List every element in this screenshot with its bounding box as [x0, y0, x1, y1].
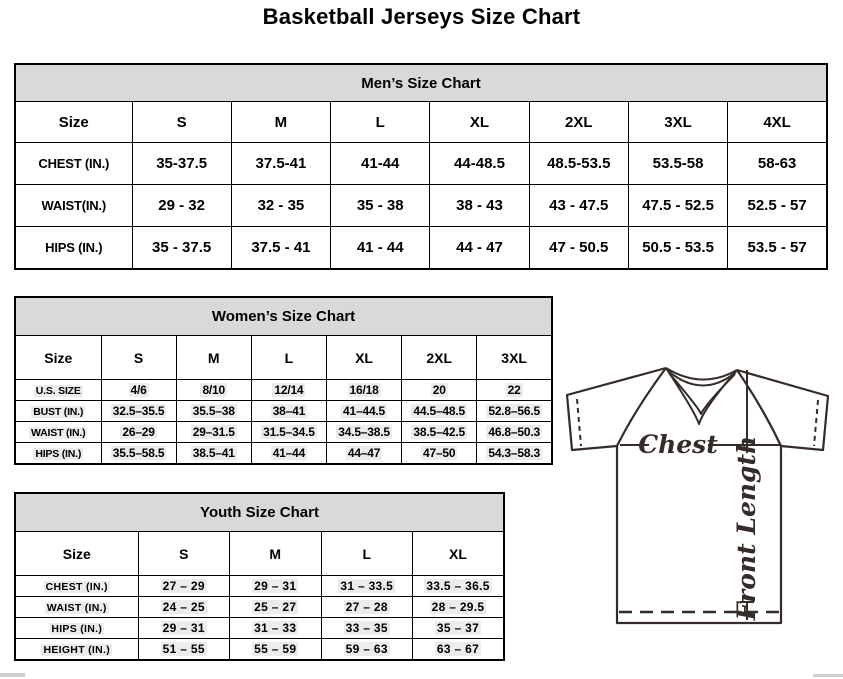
men-cell-value: 37.5 - 41: [251, 239, 311, 256]
youth-cell-value: 33.5 – 36.5: [426, 579, 490, 593]
men-table-row: [15, 227, 827, 270]
men-cell-value: 58-63: [757, 155, 797, 172]
women-row-label: BUST (IN.): [33, 406, 84, 418]
men-cell-value: 48.5-53.5: [547, 155, 611, 172]
women-cell-value: 46.8–50.3: [488, 425, 540, 439]
youth-cell-value: 28 – 29.5: [431, 600, 485, 614]
youth-cell-value: 33 – 35: [345, 621, 388, 635]
youth-cell-value: 51 – 55: [162, 642, 205, 656]
jersey-cuff-stitch-right: [814, 400, 818, 446]
youth-table-row: [15, 597, 504, 618]
page-title: Basketball Jerseys Size Chart: [262, 4, 581, 29]
men-table-row: [15, 143, 827, 185]
women-row-label: WAIST (IN.): [31, 427, 86, 439]
women-col-header: XL: [326, 336, 401, 380]
youth-section-title: Youth Size Chart: [15, 493, 504, 532]
women-table-row: [15, 401, 552, 422]
men-col-header: XL: [430, 102, 529, 143]
men-col-header: 3XL: [628, 102, 727, 143]
jersey-vneck-collar: [666, 368, 737, 424]
women-cell-value: 26–29: [122, 425, 155, 439]
women-cell-value: 22: [507, 383, 521, 397]
youth-row-label: HEIGHT (IN.): [43, 644, 111, 656]
chest-label: Chest: [638, 430, 718, 459]
women-section-title: Women’s Size Chart: [15, 297, 552, 336]
men-cell-value: 50.5 - 53.5: [642, 239, 714, 256]
womens-size-chart-table: [14, 296, 553, 465]
men-col-header: 2XL: [529, 102, 628, 143]
youth-cell-value: 31 – 33.5: [340, 579, 394, 593]
women-cell-value: 41–44.5: [343, 404, 386, 418]
youth-col-header: S: [138, 532, 230, 576]
youth-cell-value: 27 – 29: [162, 579, 205, 593]
horizontal-scrollbar-fragment-left[interactable]: [0, 673, 25, 677]
youth-cell-value: 63 – 67: [436, 642, 480, 656]
men-cell-value: 35 - 38: [356, 197, 404, 214]
women-col-header: S: [101, 336, 176, 380]
women-table-row: [15, 380, 552, 401]
youth-cell-value: 27 – 28: [345, 600, 388, 614]
women-cell-value: 16/18: [349, 383, 379, 397]
men-row-label: CHEST (IN.): [38, 156, 110, 171]
men-section-title: Men’s Size Chart: [15, 64, 827, 102]
youth-table-row: [15, 639, 504, 661]
women-col-header: L: [251, 336, 326, 380]
women-cell-value: 34.5–38.5: [338, 425, 390, 439]
women-col-header: Size: [15, 336, 101, 380]
women-cell-value: 52.8–56.5: [488, 404, 540, 418]
men-cell-value: 35-37.5: [156, 155, 208, 172]
women-cell-value: 54.3–58.3: [488, 446, 540, 460]
women-table-row: [15, 443, 552, 465]
women-cell-value: 47–50: [423, 446, 456, 460]
women-cell-value: 38–41: [272, 404, 306, 418]
youth-cell-value: 24 – 25: [162, 600, 205, 614]
women-cell-value: 44.5–48.5: [413, 404, 465, 418]
men-cell-value: 32 - 35: [257, 197, 305, 214]
youth-col-header: L: [321, 532, 413, 576]
women-table-grid: [14, 296, 553, 465]
women-cell-value: 4/6: [130, 383, 147, 397]
women-col-header: M: [176, 336, 251, 380]
men-cell-value: 44 - 47: [456, 239, 503, 256]
youth-cell-value: 55 – 59: [254, 642, 297, 656]
women-cell-value: 12/14: [274, 383, 304, 397]
men-cell-value: 53.5 - 57: [747, 239, 807, 256]
men-cell-value: 43 - 47.5: [549, 197, 609, 214]
jersey-cuff-stitch-left: [577, 399, 581, 446]
youth-row-label: HIPS (IN.): [51, 623, 103, 635]
men-cell-value: 41 - 44: [356, 239, 404, 256]
youth-cell-value: 31 – 33: [254, 621, 297, 635]
women-cell-value: 20: [432, 383, 446, 397]
youth-row-label: CHEST (IN.): [45, 581, 108, 593]
horizontal-scrollbar-fragment-right[interactable]: [813, 674, 843, 677]
youth-cell-value: 29 – 31: [162, 621, 205, 635]
youth-col-header: M: [230, 532, 322, 576]
youth-col-header: Size: [15, 532, 138, 576]
mens-size-chart-table: [14, 63, 828, 270]
men-cell-value: 37.5-41: [255, 155, 307, 172]
youth-cell-value: 59 – 63: [345, 642, 388, 656]
men-col-header: 4XL: [728, 102, 827, 143]
women-col-header: 3XL: [477, 336, 552, 380]
youth-cell-value: 35 – 37: [436, 621, 480, 635]
men-col-header: S: [132, 102, 231, 143]
women-table-row: [15, 422, 552, 443]
men-col-header: L: [331, 102, 430, 143]
women-cell-value: 38.5–41: [192, 446, 235, 460]
front-length-label: Front Length: [732, 435, 761, 621]
men-table-row: [15, 185, 827, 227]
men-row-label: WAIST(IN.): [41, 198, 106, 213]
youth-table-row: [15, 618, 504, 639]
women-cell-value: 38.5–42.5: [413, 425, 465, 439]
women-col-header: 2XL: [402, 336, 477, 380]
youth-cell-value: 25 – 27: [254, 600, 297, 614]
men-cell-value: 44-48.5: [454, 155, 505, 172]
men-row-label: HIPS (IN.): [45, 240, 103, 255]
women-row-label: HIPS (IN.): [35, 448, 82, 460]
jersey-measurement-diagram: [556, 356, 843, 641]
youth-cell-value: 29 – 31: [254, 579, 297, 593]
youth-row-label: WAIST (IN.): [46, 602, 107, 614]
men-cell-value: 53.5-58: [652, 155, 704, 172]
men-cell-value: 41-44: [361, 155, 400, 172]
men-col-header: Size: [15, 102, 132, 143]
men-cell-value: 35 - 37.5: [152, 239, 212, 256]
women-cell-value: 35.5–38: [192, 404, 235, 418]
women-row-label: U.S. SIZE: [35, 385, 81, 397]
women-cell-value: 8/10: [202, 383, 226, 397]
youth-table-row: [15, 576, 504, 597]
women-cell-value: 31.5–34.5: [263, 425, 315, 439]
women-cell-value: 32.5–35.5: [112, 404, 165, 418]
women-cell-value: 29–31.5: [192, 425, 235, 439]
jersey-outline: [567, 368, 828, 623]
youth-table-grid: [14, 492, 505, 661]
youth-col-header: XL: [413, 532, 505, 576]
youth-size-chart-table: [14, 492, 505, 661]
women-cell-value: 44–47: [347, 446, 381, 460]
men-col-header: M: [231, 102, 330, 143]
women-cell-value: 35.5–58.5: [112, 446, 165, 460]
women-cell-value: 41–44: [272, 446, 306, 460]
men-cell-value: 38 - 43: [456, 197, 503, 214]
men-table-grid: [14, 63, 828, 270]
men-cell-value: 47.5 - 52.5: [642, 197, 714, 214]
men-cell-value: 47 - 50.5: [549, 239, 609, 256]
men-cell-value: 52.5 - 57: [747, 197, 807, 214]
men-cell-value: 29 - 32: [158, 197, 205, 214]
